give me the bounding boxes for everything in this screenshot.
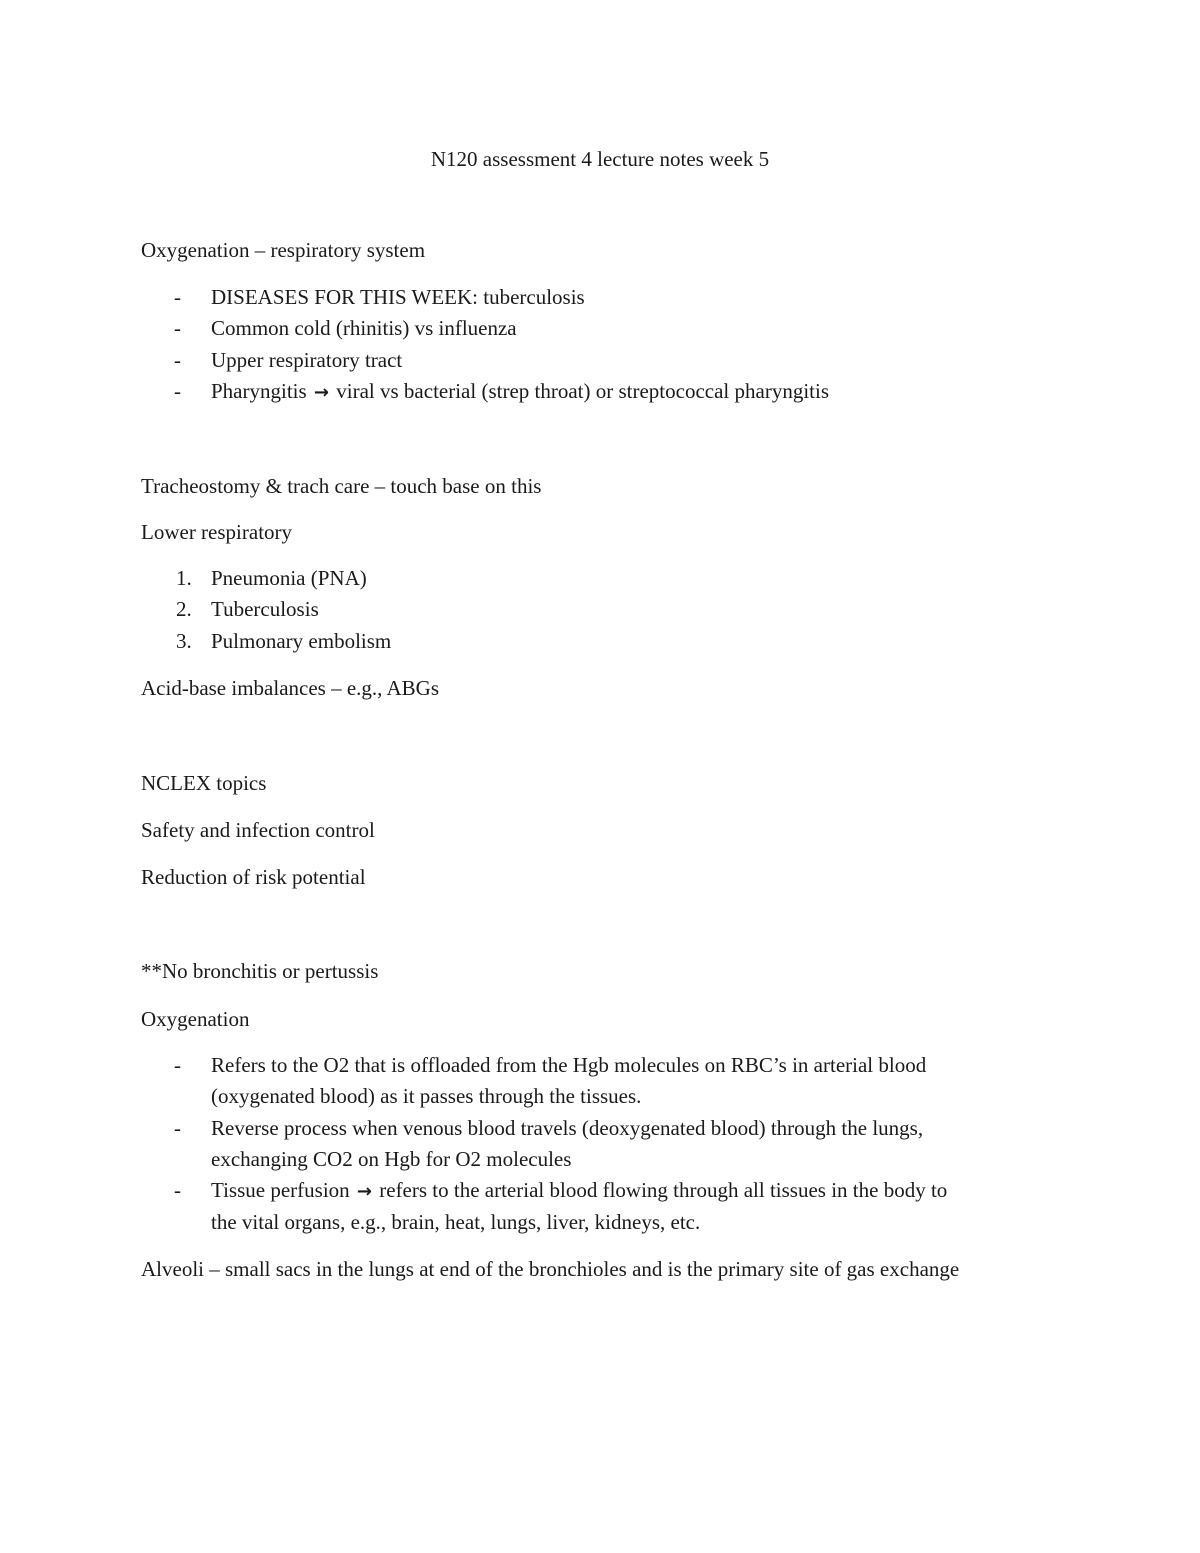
oxygenation-bullet-list (141, 1050, 1101, 1239)
list-item-text: Upper respiratory tract (211, 347, 403, 372)
list-item-text: refers to the arterial blood flowing through all tissues in the body to (379, 1178, 948, 1203)
acid-base-note: Acid-base imbalances – e.g., ABGs (141, 676, 440, 700)
list-item (141, 1113, 1101, 1176)
bullet-marker: - (174, 285, 181, 309)
list-number: 1. (176, 566, 192, 590)
list-item-text: DISEASES FOR THIS WEEK: tuberculosis (211, 285, 585, 309)
section-heading-oxygenation: Oxygenation (141, 1007, 250, 1031)
list-item-line (211, 1175, 1101, 1207)
lower-respiratory-numbered-list (141, 563, 1101, 657)
list-item-text: exchanging CO2 on Hgb for O2 molecules (211, 1146, 572, 1171)
list-item-text: Tissue perfusion (211, 1178, 350, 1203)
list-item-text: viral vs bacterial (strep throat) or streptococcal pharyngitis (336, 378, 829, 403)
bullet-marker: - (174, 347, 181, 372)
list-item-text: Refers to the O2 that is offloaded from the Hgb molecules on RBC’s in arterial blood (211, 1053, 927, 1077)
list-item-text: Pharyngitis (211, 378, 307, 403)
list-item-text: Pneumonia (PNA) (211, 566, 367, 590)
nclex-topic-risk-reduction: Reduction of risk potential (141, 865, 366, 889)
section-heading-lower-respiratory: Lower respiratory (141, 520, 293, 544)
bullet-marker: - (174, 1053, 181, 1077)
list-item (141, 313, 1101, 344)
alveoli-note: Alveoli – small sacs in the lungs at end of the bronchioles and is the primary site of gas exchange (141, 1257, 960, 1281)
list-item (141, 345, 1101, 376)
list-item (141, 626, 1101, 657)
list-item-text: Tuberculosis (211, 597, 319, 622)
list-item-text: Reverse process when venous blood travels (deoxygenated blood) through the lungs, (211, 1115, 924, 1140)
nclex-topic-safety: Safety and infection control (141, 818, 375, 842)
list-item (141, 1050, 1101, 1113)
list-item (141, 376, 1101, 408)
bullet-marker: - (174, 378, 181, 403)
list-item (141, 563, 1101, 594)
disease-bullet-list (141, 282, 1101, 408)
section-heading-nclex: NCLEX topics (141, 771, 267, 795)
right-arrow-icon: → (356, 1181, 372, 1203)
list-item-text: the vital organs, e.g., brain, heat, lungs, liver, kidneys, etc. (211, 1210, 701, 1235)
page-title: N120 assessment 4 lecture notes week 5 (430, 147, 770, 171)
exclusion-note: **No bronchitis or pertussis (141, 959, 379, 983)
list-item-text: Common cold (rhinitis) vs influenza (211, 316, 517, 341)
tracheostomy-note: Tracheostomy & trach care – touch base on this (141, 474, 542, 498)
list-number: 2. (176, 597, 192, 622)
bullet-marker: - (174, 1115, 181, 1140)
section-heading-oxygenation-respiratory: Oxygenation – respiratory system (141, 238, 426, 262)
list-item-text: Pulmonary embolism (211, 628, 392, 653)
bullet-marker: - (174, 316, 181, 341)
list-number: 3. (176, 628, 192, 653)
bullet-marker: - (174, 1178, 181, 1203)
list-item-text: (oxygenated blood) as it passes through the tissues. (211, 1084, 642, 1109)
list-item (141, 1175, 1101, 1239)
right-arrow-icon: → (313, 381, 330, 403)
list-item (141, 282, 1101, 313)
list-item (141, 594, 1101, 625)
